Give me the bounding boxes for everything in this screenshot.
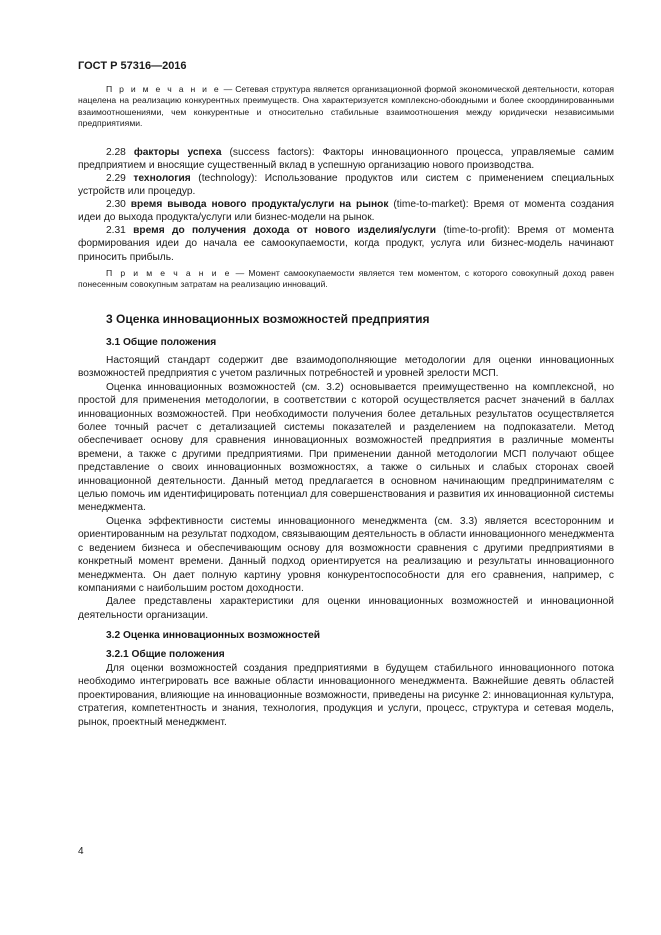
- definition-term: время до получения дохода от нового изделия/услуги: [133, 225, 436, 236]
- paragraph: Оценка эффективности системы инновационного менеджмента (см. 3.3) является всесторонним и ориентированным на результат подходом, связывающим деятельность в области инновационного менеджмента с ведением бизнеса и обеспечивающим основу для возможности сравнения с другими предприятиями в конкретный момент времени. Данный подход ориентируется на реализацию и результаты инновационного менеджмента. Он дает полную картину уровня конкурентоспособности для его сравнения, например, с компаниями с наибольшим ростом доходности.: [78, 515, 614, 594]
- definition-term: время вывода нового продукта/услуги на рынок: [130, 199, 389, 210]
- paragraph: Оценка инновационных возможностей (см. 3.2) основывается преимущественно на комплексной, но простой для применения методологии, в соответствии с которой осуществляется расчет значений в баллах инновационных возможностей. При необходимости получения более детальных результатов осуществляется более точный расчет с детализацией системы показателей и разделением на подпоказатели. Метод обеспечивает основу для сравнения инновационных возможностей предприятия в различные моменты времени, а также с другими предприятиями. При применении данной методологии МСП получают общее представление о своих инновационных возможностях, а также о сильных и слабых сторонах своей инновационной деятельности. Данный метод предлагается в основном начинающим предпринимателям с целью помочь им идентифицировать потенциал для совершенствования и развития их инновационной системы менеджмента.: [78, 381, 614, 514]
- note-text: — Момент самоокупаемости является тем моментом, с которого совокупный доход равен понесенным совокупным затратам на реализацию инноваций.: [78, 268, 614, 290]
- note-label: П р и м е ч а н и е: [106, 84, 221, 94]
- note-label: П р и м е ч а н и е: [106, 268, 232, 278]
- document-header: ГОСТ Р 57316—2016: [78, 60, 187, 72]
- definition-text: (success factors): Факторы инновационного процесса, управляемые самим предприятием и вносящие существенный вклад в успешную организацию нового производства.: [78, 147, 614, 172]
- note-text: — Сетевая структура является организационной формой экономической деятельности, которая нацелена на реализацию конкурентных преимуществ. Она характеризуется комплексно-обоюдными и более скоординированными взаимоотношениями, чем конкурентные и относительно стабильные взаимоотношения между юридически независимыми предприятиями.: [78, 84, 615, 128]
- subsection-3-1-title: 3.1 Общие положения: [106, 337, 217, 348]
- definition-text: (time-to-profit): Время от момента формирования идеи до начала ее самоокупаемости, когда продукт, услуга или бизнес-модель начинают приносить прибыль.: [78, 225, 614, 263]
- definition-2-30: [78, 198, 614, 225]
- definition-term: факторы успеха: [133, 147, 222, 158]
- definition-term: технология: [133, 173, 191, 184]
- subsection-3-2-1-title: 3.2.1 Общие положения: [106, 649, 225, 660]
- definition-number: 2.29: [106, 173, 134, 184]
- subsection-3-2-title: 3.2 Оценка инновационных возможностей: [106, 630, 320, 641]
- section-3-1-body: [78, 354, 614, 622]
- definition-2-28: [78, 146, 614, 173]
- paragraph: Настоящий стандарт содержит две взаимодополняющие методологии для оценки инновационных возможностей предприятия с учетом различных потребностей и уровней зрелости МСП.: [78, 355, 614, 380]
- definition-number: 2.31: [106, 225, 134, 236]
- note-payback: [78, 268, 614, 291]
- definition-2-31: [78, 224, 614, 264]
- note-network-structure: [78, 84, 614, 129]
- definition-text: (time-to-market): Время от момента создания идеи до выхода продукта/услуги или бизнес-модели на рынок.: [78, 199, 614, 224]
- paragraph: Для оценки возможностей создания предприятиями в будущем стабильного инновационного потока необходимо интегрировать все важные области инновационного менеджмента. Важнейшие девять областей проектирования, влияющие на инновационные возможности, приведены на рисунке 2: инновационная культура, стратегия, компетентность и знания, технология, продукция и услуги, процесс, структура и сетевая модель, рынок, проектный менеджмент.: [78, 663, 614, 728]
- paragraph: Далее представлены характеристики для оценки инновационных возможностей и инновационной деятельности организации.: [78, 596, 614, 621]
- page-number: 4: [78, 846, 84, 857]
- definition-text: (technology): Использование продуктов или систем с применением специальных устройств или процедур.: [78, 173, 614, 198]
- definition-number: 2.28: [106, 147, 134, 158]
- definition-2-29: [78, 172, 614, 199]
- section-3-title: 3 Оценка инновационных возможностей предприятия: [106, 312, 430, 326]
- definition-number: 2.30: [106, 199, 131, 210]
- section-3-2-1-body: [78, 662, 614, 729]
